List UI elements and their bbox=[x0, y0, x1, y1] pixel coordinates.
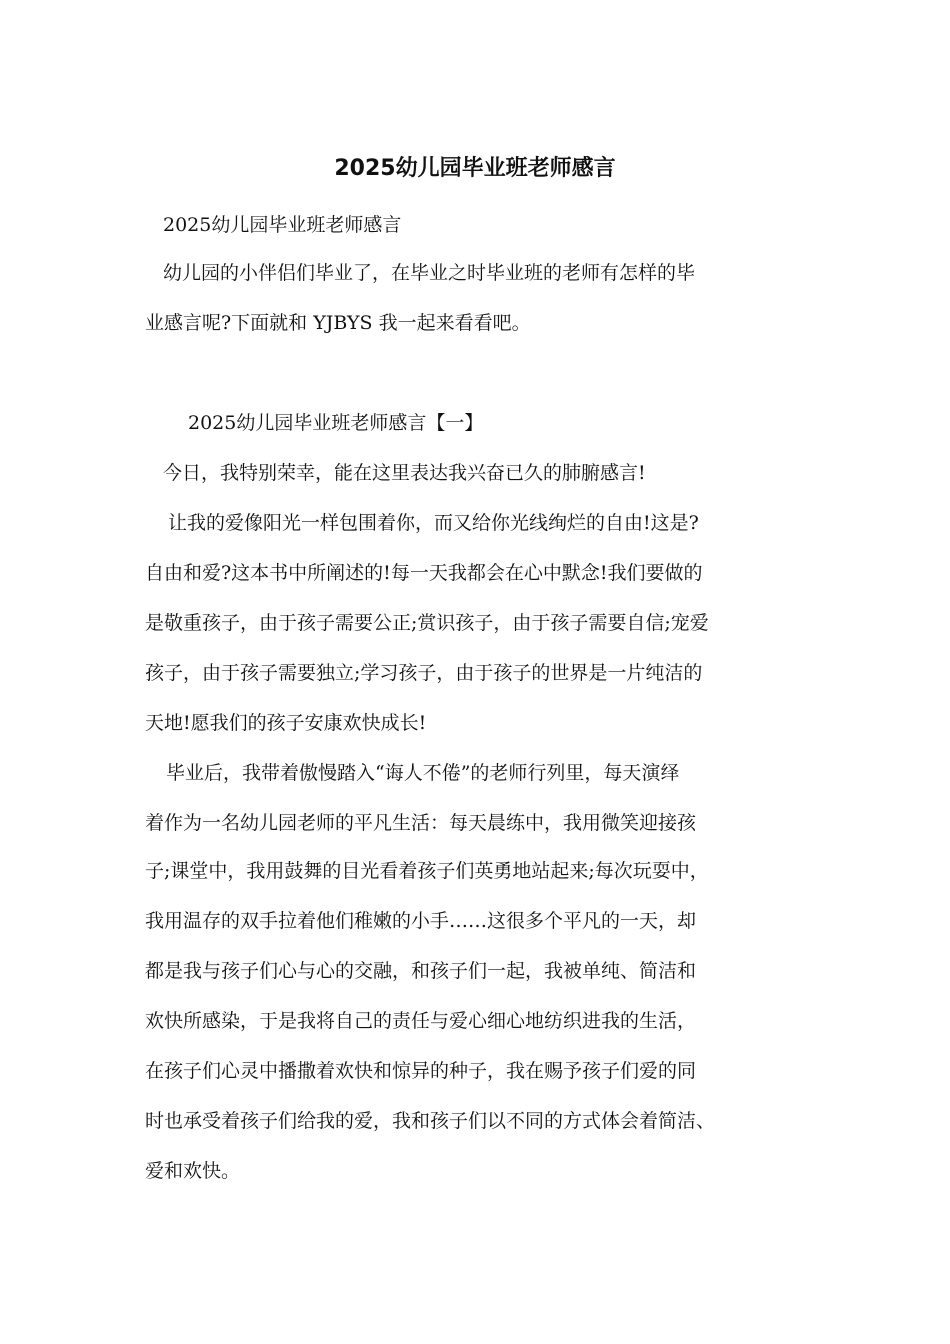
paragraph-3-line-6: 欢快所感染，于是我将自己的责任与爱心细心地纺织进我的生活， bbox=[145, 1010, 697, 1032]
paragraph-2-line-2: 自由和爱?这本书中所阐述的!每一天我都会在心中默念!我们要做的 bbox=[145, 562, 703, 584]
intro-line-1: 幼儿园的小伴侣们毕业了，在毕业之时毕业班的老师有怎样的毕 bbox=[163, 262, 696, 284]
paragraph-2-line-5: 天地!愿我们的孩子安康欢快成长! bbox=[145, 712, 427, 734]
paragraph-3-line-4: 我用温存的双手拉着他们稚嫩的小手……这很多个平凡的一天，却 bbox=[145, 910, 697, 932]
paragraph-2-line-1: 让我的爱像阳光一样包围着你，而又给你光线绚烂的自由!这是? bbox=[168, 512, 699, 534]
paragraph-3-line-2: 着作为一名幼儿园老师的平凡生活：每天晨练中，我用微笑迎接孩 bbox=[145, 812, 697, 834]
paragraph-3-line-1: 毕业后，我带着傲慢踏入“诲人不倦”的老师行列里，每天演绎 bbox=[166, 762, 680, 784]
document-subtitle: 2025幼儿园毕业班老师感言 bbox=[163, 214, 402, 236]
paragraph-3-line-5: 都是我与孩子们心与心的交融，和孩子们一起，我被单纯、简洁和 bbox=[145, 960, 697, 982]
paragraph-3-line-7: 在孩子们心灵中播撒着欢快和惊异的种子，我在赐予孩子们爱的同 bbox=[145, 1060, 697, 1082]
section-heading: 2025幼儿园毕业班老师感言【一】 bbox=[188, 412, 484, 434]
paragraph-3-line-9: 爱和欢快。 bbox=[145, 1160, 241, 1182]
paragraph-3-line-8: 时也承受着孩子们给我的爱，我和孩子们以不同的方式体会着简洁、 bbox=[145, 1110, 716, 1132]
paragraph-3-line-3: 子;课堂中，我用鼓舞的目光看着孩子们英勇地站起来;每次玩耍中， bbox=[145, 860, 709, 882]
intro-line-2: 业感言呢?下面就和 YJBYS 我一起来看看吧。 bbox=[145, 312, 531, 334]
document-title: 2025幼儿园毕业班老师感言 bbox=[334, 156, 616, 181]
paragraph-1-line-1: 今日，我特别荣幸，能在这里表达我兴奋已久的肺腑感言! bbox=[163, 462, 646, 484]
paragraph-2-line-3: 是敬重孩子，由于孩子需要公正;赏识孩子，由于孩子需要自信;宠爱 bbox=[145, 612, 709, 634]
paragraph-2-line-4: 孩子，由于孩子需要独立;学习孩子，由于孩子的世界是一片纯洁的 bbox=[145, 662, 703, 684]
